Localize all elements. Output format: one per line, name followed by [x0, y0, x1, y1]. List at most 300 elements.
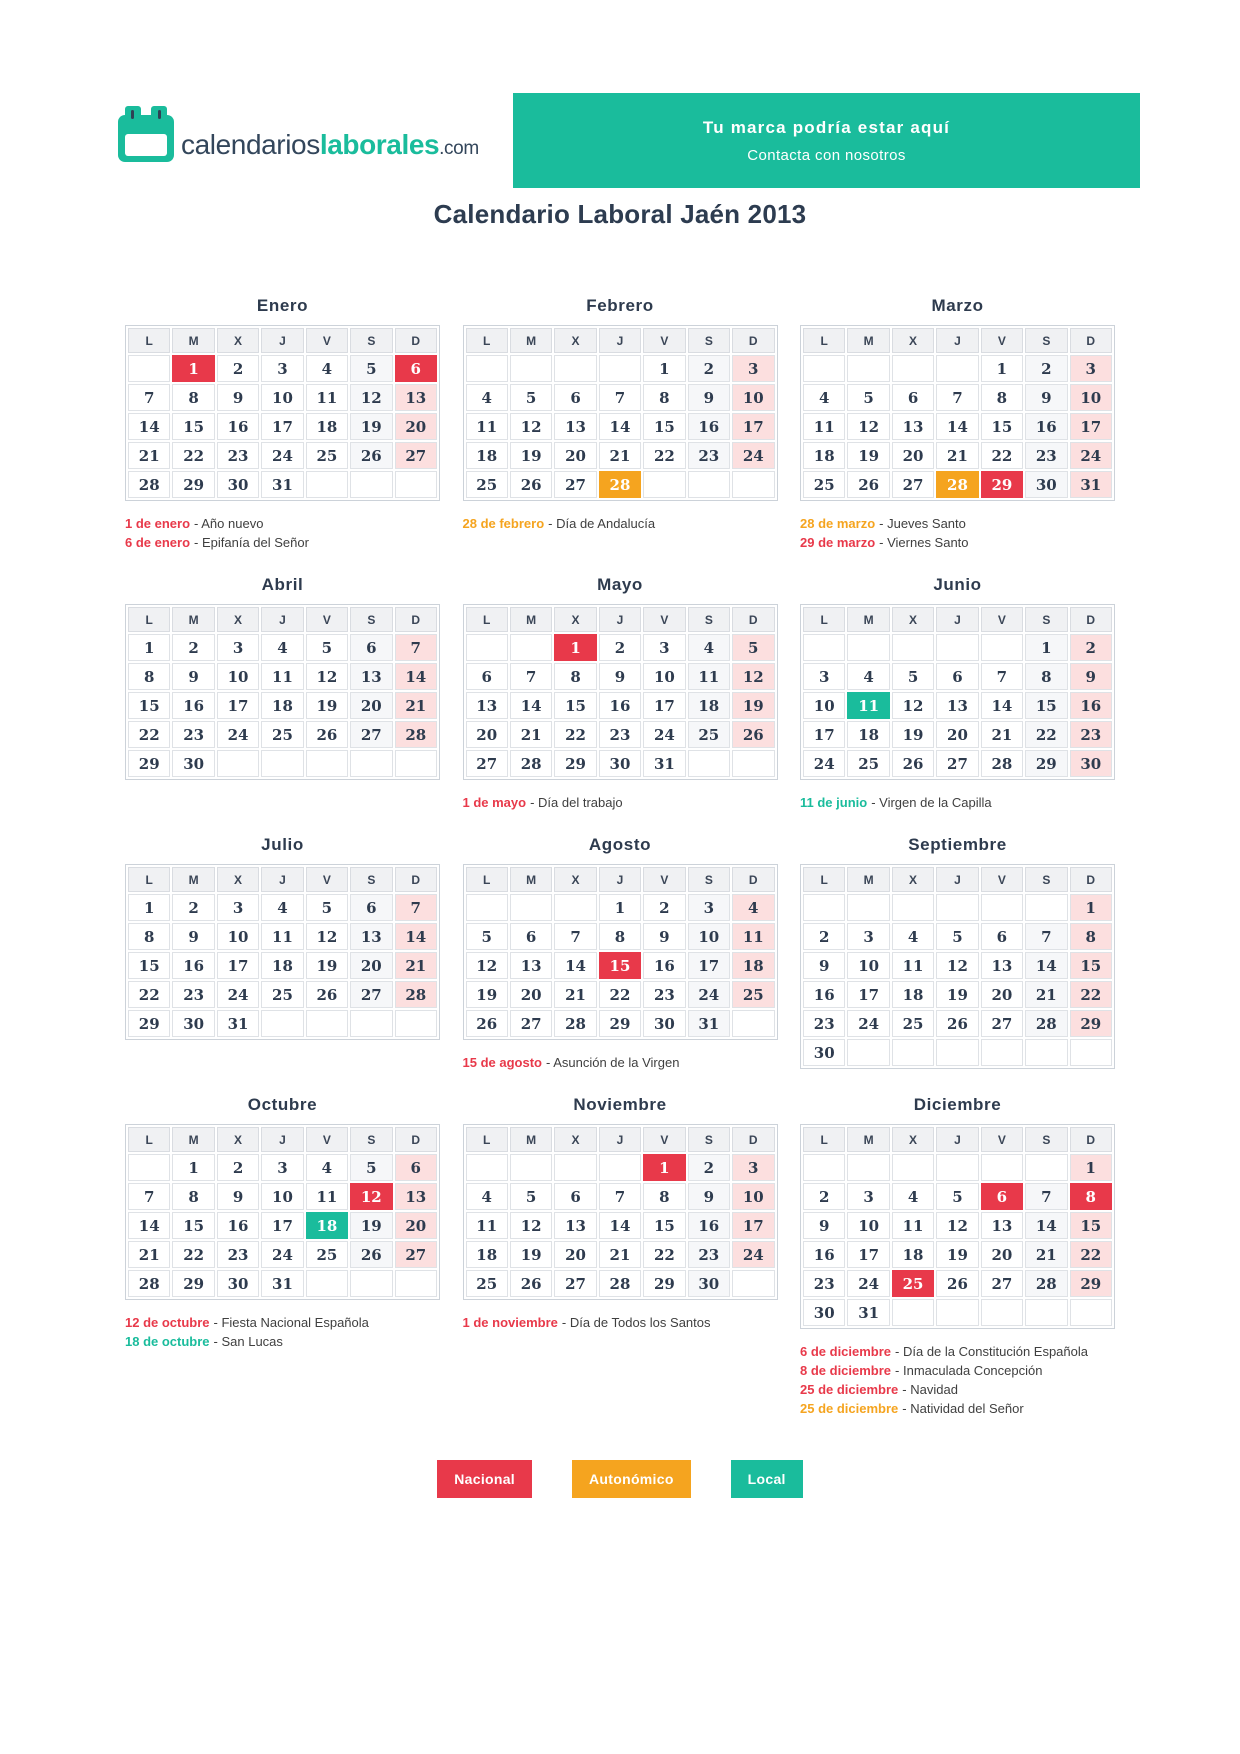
day-cell: 28: [554, 1010, 596, 1037]
weekday-header: L: [466, 1127, 508, 1152]
weekday-header: M: [172, 328, 214, 353]
day-cell: 23: [688, 442, 730, 469]
month-title: Agosto: [588, 835, 652, 854]
day-cell: 20: [981, 1241, 1023, 1268]
day-cell: 25: [466, 471, 508, 498]
day-cell: 12: [306, 663, 348, 690]
empty-day-cell: [803, 894, 845, 921]
holiday-note-text: - Virgen de la Capilla: [871, 795, 992, 810]
empty-day-cell: [936, 1299, 978, 1326]
weekday-header: M: [847, 1127, 889, 1152]
weekday-header: L: [128, 607, 170, 632]
day-cell: 16: [803, 981, 845, 1008]
logo-text-regular: calendarios: [181, 129, 320, 160]
day-cell: 4: [466, 384, 508, 411]
day-cell: 7: [128, 384, 170, 411]
holiday-notes: [800, 1342, 1115, 1418]
month-mayo: [463, 574, 778, 812]
month-noviembre: [463, 1094, 778, 1332]
day-cell: 3: [847, 1183, 889, 1210]
holiday-note-date: 1 de enero: [125, 516, 191, 531]
weekday-header: V: [981, 867, 1023, 892]
day-cell: 21: [395, 692, 437, 719]
day-cell: 5: [936, 923, 978, 950]
holiday-note-date: 25 de diciembre: [800, 1382, 899, 1397]
empty-day-cell: [128, 355, 170, 382]
empty-day-cell: [350, 750, 392, 777]
day-cell: 24: [261, 1241, 303, 1268]
day-cell: 21: [128, 442, 170, 469]
holiday-note-text: - Año nuevo: [194, 516, 264, 531]
holiday-note: [463, 1313, 778, 1332]
day-cell: 26: [350, 1241, 392, 1268]
day-cell: 23: [172, 721, 214, 748]
weekday-header: S: [1025, 867, 1067, 892]
day-cell: 7: [599, 384, 641, 411]
day-cell: 19: [892, 721, 934, 748]
day-cell: 16: [172, 952, 214, 979]
day-cell: 25: [466, 1270, 508, 1297]
site-logo[interactable]: [118, 106, 479, 162]
day-cell: 3: [1070, 355, 1112, 382]
legend-regional-button[interactable]: Autonómico: [572, 1460, 691, 1498]
holiday-note-text: - Viernes Santo: [879, 535, 969, 550]
day-cell: 13: [981, 1212, 1023, 1239]
weekday-header: M: [847, 328, 889, 353]
day-cell: 11: [892, 952, 934, 979]
weekday-header: X: [217, 867, 259, 892]
weekday-header: D: [1070, 1127, 1112, 1152]
day-cell: 29: [128, 1010, 170, 1037]
empty-day-cell: [466, 894, 508, 921]
holiday-note-text: - Natividad del Señor: [902, 1401, 1024, 1416]
day-cell: 18: [466, 442, 508, 469]
weekday-header: M: [510, 607, 552, 632]
empty-day-cell: [981, 634, 1023, 661]
month-calendar-table: [125, 1124, 440, 1300]
month-junio: [800, 574, 1115, 812]
day-cell: 19: [936, 981, 978, 1008]
empty-day-cell: [306, 1270, 348, 1297]
month-calendar-table: [125, 325, 440, 501]
holiday-note-date: 28 de febrero: [462, 516, 545, 531]
holiday-note-text: - Día de Andalucía: [548, 516, 656, 531]
day-cell: 30: [688, 1270, 730, 1297]
day-cell: 23: [599, 721, 641, 748]
empty-day-cell: [847, 634, 889, 661]
weekday-header: D: [395, 607, 437, 632]
holiday-note-text: - Inmaculada Concepción: [895, 1363, 1043, 1378]
page-title: Calendario Laboral Jaén 2013: [433, 199, 807, 229]
weekday-header: S: [1025, 328, 1067, 353]
day-cell: 30: [1025, 471, 1067, 498]
day-cell: 6: [936, 663, 978, 690]
day-cell: 3: [217, 894, 259, 921]
holiday-day-cell: 28: [599, 471, 641, 498]
empty-day-cell: [892, 634, 934, 661]
holiday-day-cell: 6: [395, 355, 437, 382]
holiday-note: [800, 1399, 1115, 1418]
day-cell: 16: [688, 413, 730, 440]
day-cell: 5: [350, 1154, 392, 1181]
weekday-header: J: [599, 328, 641, 353]
empty-day-cell: [1070, 1299, 1112, 1326]
month-calendar-table: [800, 325, 1115, 501]
empty-day-cell: [803, 634, 845, 661]
month-title: Septiembre: [908, 835, 1007, 854]
weekday-header: M: [172, 1127, 214, 1152]
day-cell: 27: [395, 1241, 437, 1268]
day-cell: 22: [128, 981, 170, 1008]
empty-day-cell: [981, 1154, 1023, 1181]
day-cell: 12: [936, 952, 978, 979]
day-cell: 10: [1070, 384, 1112, 411]
holiday-note-date: 28 de marzo: [800, 516, 876, 531]
day-cell: 21: [599, 1241, 641, 1268]
day-cell: 14: [981, 692, 1023, 719]
empty-day-cell: [395, 1270, 437, 1297]
empty-day-cell: [892, 1299, 934, 1326]
day-cell: 20: [350, 952, 392, 979]
day-cell: 22: [128, 721, 170, 748]
day-cell: 28: [128, 471, 170, 498]
empty-day-cell: [510, 355, 552, 382]
day-cell: 15: [981, 413, 1023, 440]
day-cell: 14: [554, 952, 596, 979]
month-title: Enero: [256, 296, 309, 315]
empty-day-cell: [217, 750, 259, 777]
day-cell: 5: [847, 384, 889, 411]
day-cell: 30: [217, 1270, 259, 1297]
legend-national-button[interactable]: Nacional: [437, 1460, 532, 1498]
day-cell: 18: [732, 952, 774, 979]
weekday-header: V: [981, 607, 1023, 632]
day-cell: 1: [128, 894, 170, 921]
holiday-day-cell: 12: [350, 1183, 392, 1210]
day-cell: 21: [128, 1241, 170, 1268]
day-cell: 31: [261, 1270, 303, 1297]
legend-local-button[interactable]: Local: [731, 1460, 803, 1498]
weekday-header: X: [554, 607, 596, 632]
day-cell: 18: [892, 1241, 934, 1268]
weekday-header: M: [172, 867, 214, 892]
day-cell: 1: [981, 355, 1023, 382]
month-title: Diciembre: [913, 1095, 1002, 1114]
day-cell: 15: [643, 1212, 685, 1239]
day-cell: 10: [847, 952, 889, 979]
banner-contact-link[interactable]: Contacta con nosotros: [747, 146, 906, 164]
empty-day-cell: [350, 1010, 392, 1037]
day-cell: 13: [350, 663, 392, 690]
day-cell: 16: [803, 1241, 845, 1268]
day-cell: 20: [466, 721, 508, 748]
day-cell: 13: [554, 413, 596, 440]
day-cell: 28: [395, 721, 437, 748]
day-cell: 6: [981, 923, 1023, 950]
weekday-header: L: [466, 867, 508, 892]
month-marzo: [800, 295, 1115, 552]
day-cell: 29: [1070, 1010, 1112, 1037]
day-cell: 6: [350, 894, 392, 921]
empty-day-cell: [981, 894, 1023, 921]
empty-day-cell: [466, 1154, 508, 1181]
day-cell: 16: [599, 692, 641, 719]
day-cell: 18: [803, 442, 845, 469]
weekday-header: X: [554, 1127, 596, 1152]
empty-day-cell: [395, 1010, 437, 1037]
empty-day-cell: [892, 894, 934, 921]
day-cell: 13: [350, 923, 392, 950]
day-cell: 19: [510, 442, 552, 469]
day-cell: 22: [172, 1241, 214, 1268]
day-cell: 23: [803, 1010, 845, 1037]
month-calendar-table: [800, 1124, 1115, 1329]
holiday-note-text: - Día del trabajo: [530, 795, 623, 810]
logo-text-bold: laborales: [319, 129, 440, 160]
day-cell: 3: [688, 894, 730, 921]
weekday-header: D: [395, 1127, 437, 1152]
day-cell: 11: [306, 384, 348, 411]
day-cell: 11: [466, 1212, 508, 1239]
day-cell: 8: [643, 1183, 685, 1210]
day-cell: 10: [732, 384, 774, 411]
day-cell: 12: [466, 952, 508, 979]
day-cell: 29: [643, 1270, 685, 1297]
holiday-notes: [125, 514, 440, 552]
day-cell: 29: [554, 750, 596, 777]
weekday-header: L: [128, 867, 170, 892]
weekday-header: D: [732, 1127, 774, 1152]
month-calendar-table: [125, 604, 440, 780]
day-cell: 17: [261, 413, 303, 440]
day-cell: 25: [306, 1241, 348, 1268]
calendar-icon-page: [125, 134, 167, 156]
day-cell: 16: [643, 952, 685, 979]
day-cell: 11: [261, 663, 303, 690]
day-cell: 17: [732, 413, 774, 440]
day-cell: 27: [350, 721, 392, 748]
day-cell: 28: [395, 981, 437, 1008]
empty-day-cell: [981, 1039, 1023, 1066]
weekday-header: S: [688, 328, 730, 353]
weekday-header: V: [306, 867, 348, 892]
day-cell: 6: [554, 384, 596, 411]
weekday-header: M: [510, 867, 552, 892]
day-cell: 26: [306, 721, 348, 748]
day-cell: 29: [599, 1010, 641, 1037]
day-cell: 9: [172, 923, 214, 950]
day-cell: 8: [128, 923, 170, 950]
day-cell: 17: [643, 692, 685, 719]
weekday-header: L: [128, 1127, 170, 1152]
day-cell: 27: [554, 1270, 596, 1297]
day-cell: 22: [643, 442, 685, 469]
holiday-note: [463, 1053, 778, 1072]
day-cell: 8: [172, 384, 214, 411]
month-title: Junio: [933, 575, 982, 594]
holiday-note-date: 25 de diciembre: [800, 1401, 899, 1416]
weekday-header: J: [936, 328, 978, 353]
day-cell: 22: [599, 981, 641, 1008]
day-cell: 11: [803, 413, 845, 440]
weekday-header: J: [936, 607, 978, 632]
day-cell: 11: [688, 663, 730, 690]
day-cell: 8: [1025, 663, 1067, 690]
weekday-header: J: [599, 867, 641, 892]
day-cell: 9: [1070, 663, 1112, 690]
day-cell: 17: [847, 1241, 889, 1268]
day-cell: 22: [172, 442, 214, 469]
day-cell: 18: [847, 721, 889, 748]
day-cell: 12: [892, 692, 934, 719]
day-cell: 1: [1070, 1154, 1112, 1181]
day-cell: 24: [217, 981, 259, 1008]
day-cell: 24: [643, 721, 685, 748]
empty-day-cell: [261, 750, 303, 777]
empty-day-cell: [936, 1154, 978, 1181]
day-cell: 22: [643, 1241, 685, 1268]
holiday-note-text: - Asunción de la Virgen: [545, 1055, 680, 1070]
day-cell: 31: [1070, 471, 1112, 498]
day-cell: 25: [261, 721, 303, 748]
holiday-note-text: - Día de Todos los Santos: [561, 1315, 711, 1330]
day-cell: 11: [306, 1183, 348, 1210]
day-cell: 7: [128, 1183, 170, 1210]
day-cell: 15: [1070, 952, 1112, 979]
day-cell: 18: [466, 1241, 508, 1268]
empty-day-cell: [847, 894, 889, 921]
day-cell: 13: [981, 952, 1023, 979]
day-cell: 10: [217, 663, 259, 690]
day-cell: 10: [643, 663, 685, 690]
day-cell: 6: [395, 1154, 437, 1181]
weekday-header: V: [306, 328, 348, 353]
month-title: Marzo: [931, 296, 984, 315]
holiday-note: [125, 533, 440, 552]
empty-day-cell: [688, 471, 730, 498]
day-cell: 12: [847, 413, 889, 440]
empty-day-cell: [981, 1299, 1023, 1326]
day-cell: 10: [847, 1212, 889, 1239]
day-cell: 3: [261, 1154, 303, 1181]
day-cell: 19: [510, 1241, 552, 1268]
month-title: Abril: [261, 575, 304, 594]
month-julio: [125, 834, 440, 1040]
weekday-header: J: [261, 328, 303, 353]
day-cell: 26: [510, 471, 552, 498]
day-cell: 30: [599, 750, 641, 777]
holiday-note: [800, 533, 1115, 552]
day-cell: 9: [803, 1212, 845, 1239]
day-cell: 10: [688, 923, 730, 950]
day-cell: 20: [554, 1241, 596, 1268]
day-cell: 26: [732, 721, 774, 748]
day-cell: 25: [803, 471, 845, 498]
holiday-day-cell: 1: [554, 634, 596, 661]
day-cell: 4: [306, 1154, 348, 1181]
day-cell: 4: [803, 384, 845, 411]
day-cell: 9: [599, 663, 641, 690]
holiday-note-date: 11 de junio: [800, 795, 868, 810]
weekday-header: X: [554, 328, 596, 353]
holiday-note-text: - San Lucas: [213, 1334, 283, 1349]
day-cell: 21: [599, 442, 641, 469]
empty-day-cell: [892, 355, 934, 382]
day-cell: 2: [217, 1154, 259, 1181]
day-cell: 27: [510, 1010, 552, 1037]
holiday-note-date: 1 de noviembre: [462, 1315, 558, 1330]
day-cell: 23: [172, 981, 214, 1008]
empty-day-cell: [1025, 1154, 1067, 1181]
weekday-header: S: [350, 607, 392, 632]
day-cell: 19: [732, 692, 774, 719]
empty-day-cell: [395, 471, 437, 498]
day-cell: 18: [261, 692, 303, 719]
day-cell: 7: [981, 663, 1023, 690]
day-cell: 24: [217, 721, 259, 748]
holiday-day-cell: 28: [936, 471, 978, 498]
day-cell: 1: [599, 894, 641, 921]
day-cell: 23: [217, 1241, 259, 1268]
day-cell: 16: [217, 1212, 259, 1239]
day-cell: 30: [172, 750, 214, 777]
day-cell: 23: [688, 1241, 730, 1268]
empty-day-cell: [510, 1154, 552, 1181]
day-cell: 14: [1025, 1212, 1067, 1239]
empty-day-cell: [732, 1270, 774, 1297]
empty-day-cell: [128, 1154, 170, 1181]
day-cell: 23: [803, 1270, 845, 1297]
ad-banner[interactable]: [513, 93, 1140, 188]
day-cell: 18: [306, 413, 348, 440]
day-cell: 10: [261, 384, 303, 411]
day-cell: 30: [172, 1010, 214, 1037]
day-cell: 26: [466, 1010, 508, 1037]
day-cell: 17: [847, 981, 889, 1008]
day-cell: 14: [395, 923, 437, 950]
day-cell: 20: [936, 721, 978, 748]
day-cell: 7: [1025, 923, 1067, 950]
empty-day-cell: [1025, 894, 1067, 921]
day-cell: 2: [803, 923, 845, 950]
empty-day-cell: [1025, 1039, 1067, 1066]
day-cell: 30: [643, 1010, 685, 1037]
weekday-header: V: [643, 1127, 685, 1152]
day-cell: 2: [688, 1154, 730, 1181]
day-cell: 13: [466, 692, 508, 719]
month-calendar-table: [463, 864, 778, 1040]
day-cell: 26: [892, 750, 934, 777]
day-cell: 6: [892, 384, 934, 411]
day-cell: 3: [732, 355, 774, 382]
empty-day-cell: [688, 750, 730, 777]
holiday-notes: [800, 793, 1115, 812]
day-cell: 12: [732, 663, 774, 690]
day-cell: 20: [350, 692, 392, 719]
day-cell: 11: [261, 923, 303, 950]
day-cell: 6: [466, 663, 508, 690]
day-cell: 15: [643, 413, 685, 440]
weekday-header: M: [510, 328, 552, 353]
day-cell: 14: [395, 663, 437, 690]
holiday-note: [800, 1342, 1115, 1361]
day-cell: 3: [847, 923, 889, 950]
day-cell: 8: [128, 663, 170, 690]
day-cell: 26: [847, 471, 889, 498]
day-cell: 19: [466, 981, 508, 1008]
day-cell: 15: [128, 952, 170, 979]
empty-day-cell: [936, 1039, 978, 1066]
